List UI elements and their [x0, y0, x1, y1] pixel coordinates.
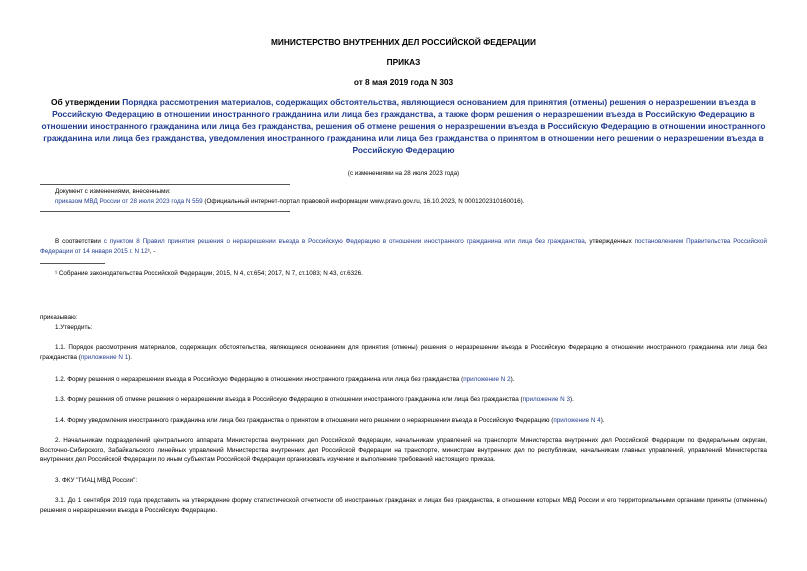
title-link[interactable]: Порядка рассмотрения материалов, содержащих обстоятельства, являющиеся основанием для принятия (отмены) решения о неразрешении въезда в Российскую Федерацию в отношении иностранного гражданина или лица без гражданства, а также форм решения о неразрешении въезда в Российскую Федерацию в отношении иностранного гражданина или лица без гражданства, решения об отмене решения о неразрешении въезда в Российскую Федерацию в отношении иностранного гражданина или лица без гражданства, уведомления иностранного гражданина или лица без гражданства о принятом в отношении него решении о неразрешении въезда в Российскую Федерацию — [41, 97, 766, 155]
document-title — [40, 96, 767, 156]
appendix-1-link[interactable]: приложение N 1 — [80, 353, 129, 361]
title-prefix: Об утверждении — [51, 97, 123, 107]
prikazyvayu: приказываю: — [40, 314, 78, 321]
preamble-link-rules[interactable]: с пунктом 8 Правил принятия решения о неразрешении въезда в Российскую Федерацию в отношении иностранного гражданина или лица без гражданства — [103, 238, 585, 245]
amend-divider — [40, 184, 290, 185]
doc-type-heading: ПРИКАЗ — [386, 57, 421, 67]
paragraph-3: 3. ФКУ "ГИАЦ МВД России": — [55, 477, 138, 484]
changes-note: (с изменениями на 28 июля 2023 года) — [347, 170, 460, 177]
paragraph-2: 2. Начальникам подразделений центрального аппарата Министерства внутренних дел Российской Федерации, начальникам управлений на транспорте Министерства внутренних дел Российской Федерации по федеральным округам, Восточно-Сибирского, Забайкальского линейных управлений Министерства внутренних дел Российской Федерации на транспорте, министрам внутренних дел по республикам, начальникам главных управлений, управлений Министерства внутренних дел Российской Федерации по иным субъектам Российской Федерации организовать изучение и выполнение требований настоящего приказа. — [40, 437, 767, 463]
paragraph-3-1: 3.1. До 1 сентября 2019 года представить на утверждение форму статистической отчетности об иностранных гражданах и лицах без гражданства, в отношении которых МВД России и его территориальными органами приняты (отменены) решения о неразрешении въезда в Российскую Федерацию. — [40, 497, 767, 514]
footnote-divider — [40, 263, 105, 264]
paragraph-1: 1.Утвердить: — [55, 324, 93, 331]
amend-divider-bottom — [40, 211, 290, 212]
ministry-heading: МИНИСТЕРСТВО ВНУТРЕННИХ ДЕЛ РОССИЙСКОЙ ФЕДЕРАЦИИ — [271, 37, 536, 47]
appendix-2-link[interactable]: приложение N 2 — [463, 376, 511, 383]
amend-link[interactable]: приказом МВД России от 28 июля 2023 года N 559 — [55, 198, 203, 205]
preamble: В соответствии с пунктом 8 Правил принятия решения о неразрешении въезда в Российскую Федерацию в отношении иностранного гражданина или лица без гражданства, утвержденных постановлением Правительства Российской Федерации от 14 января 2015 г. N 12¹, - — [40, 238, 768, 255]
paragraph-1-3: 1.3. Форму решения об отмене решения о неразрешении въезда в Российскую Федерацию в отношении иностранного гражданина или лица без гражданства (приложение N 3). — [55, 396, 574, 403]
preamble-link-decree[interactable]: постановлением Правительства Российской Федерации от 14 января 2015 г. N 12 — [40, 238, 768, 255]
amend-rest: (Официальный интернет-портал правовой информации www.pravo.gov.ru, 16.10.2023, N 0001202310160016). — [202, 198, 525, 205]
appendix-3-link[interactable]: приложение N 3 — [522, 396, 570, 403]
paragraph-1-2: 1.2. Форму решения о неразрешении въезда в Российскую Федерацию в отношении иностранного гражданина или лица без гражданства (приложение N 2). — [55, 376, 515, 383]
paragraph-1-4: 1.4. Форму уведомления иностранного гражданина или лица без гражданства о принятом в отношении него решении о неразрешении въезда в Российскую Федерацию (приложение N 4). — [55, 417, 605, 424]
amend-line1: Документ с изменениями, внесенными: — [55, 188, 171, 195]
amend-line2 — [55, 197, 775, 207]
date-number-heading: от 8 мая 2019 года N 303 — [353, 77, 454, 87]
paragraph-1-1: 1.1. Порядок рассмотрения материалов, содержащих обстоятельства, являющиеся основанием для принятия (отмены) решения о неразрешении въезда в Российскую Федерацию в отношении иностранного гражданина или лица без гражданства (приложение N 1). — [40, 344, 767, 361]
appendix-4-link[interactable]: приложение N 4 — [553, 417, 601, 424]
footnote: ¹ Собрание законодательства Российской Федерации, 2015, N 4, ст.654; 2017, N 7, ст.1083; N 43, ст.6326. — [55, 270, 363, 277]
